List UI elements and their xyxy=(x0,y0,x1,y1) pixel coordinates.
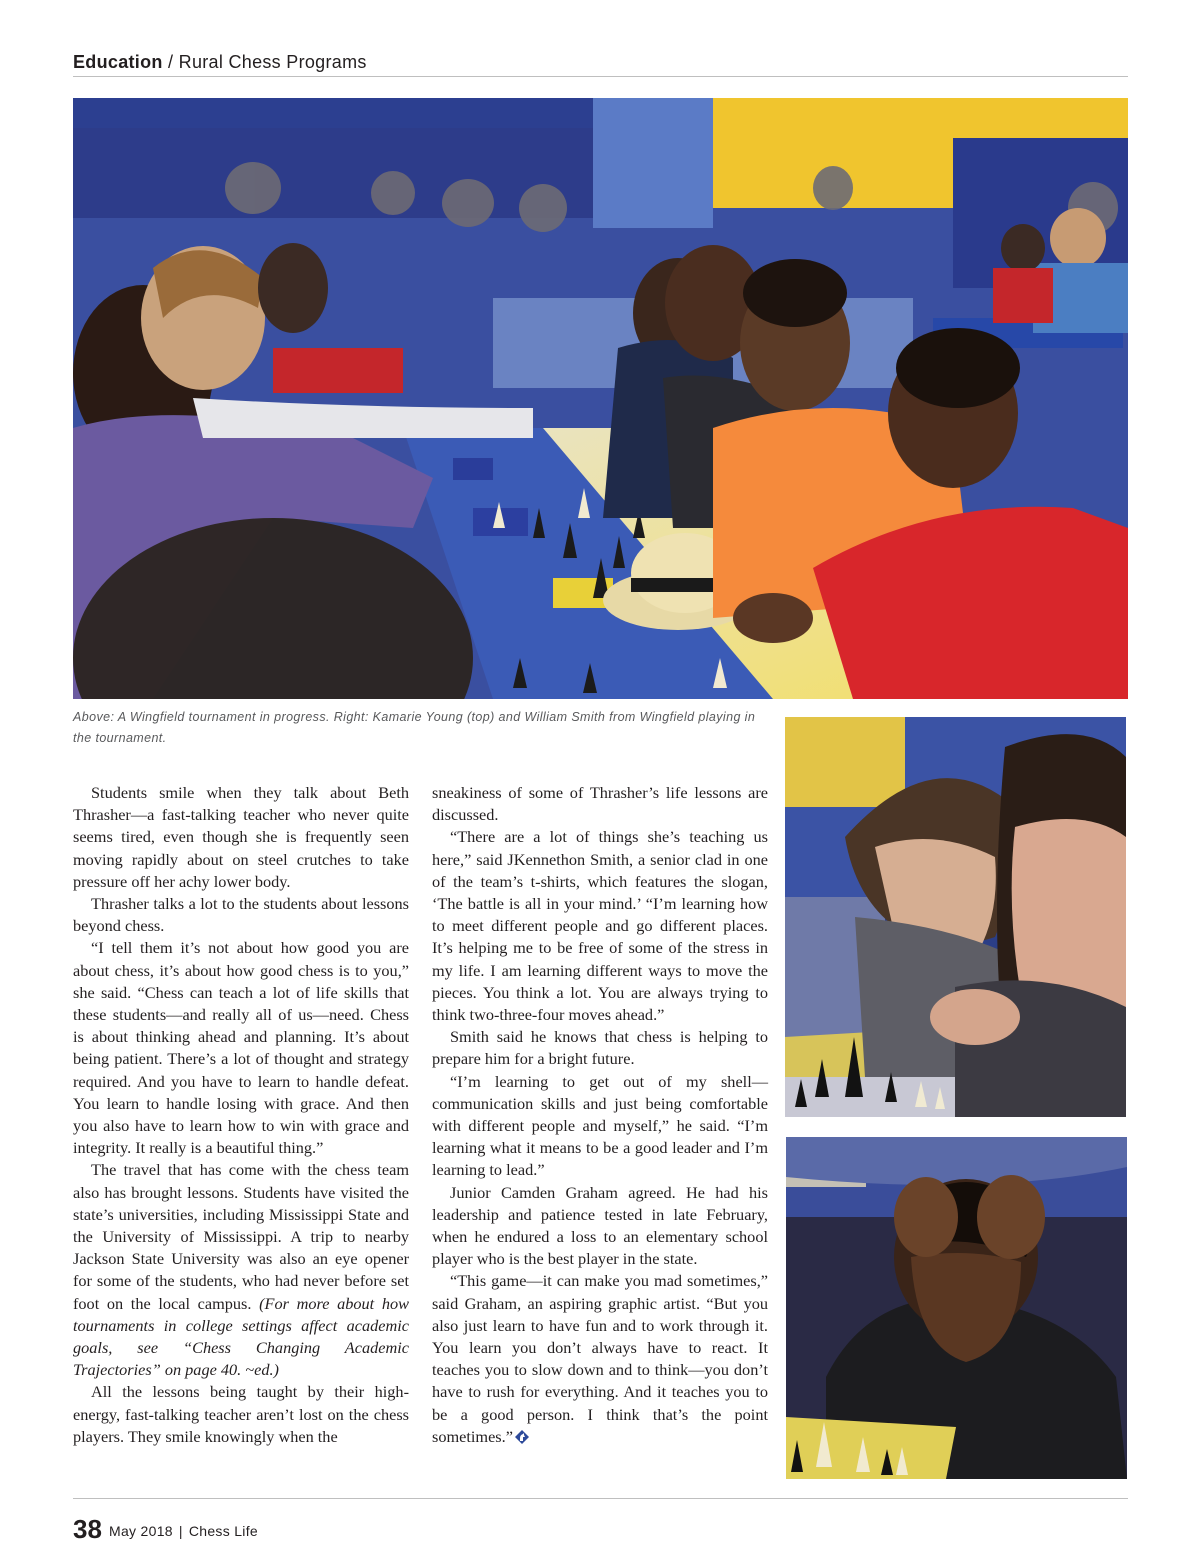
article-paragraph: All the lessons being taught by their high-energy, fast-talking teacher aren’t lost on the chess players. They smile knowingly when the xyxy=(73,1382,409,1446)
player-kamarie-young-photo xyxy=(785,717,1126,1117)
player-william-smith-photo xyxy=(786,1137,1127,1479)
article-text: “This game—it can make you mad sometimes,” said Graham, an aspiring graphic artist. “But you also just learn to have fun and to work through it. You learn you don’t always have to react. It teaches you to slow down and to think—you don’t have to rush for everything. And it teaches you to be a good person. I think that’s the point sometimes.” xyxy=(432,1271,768,1446)
page-footer xyxy=(73,1498,1128,1549)
chess-tournament-photo xyxy=(73,98,1128,699)
issue-info xyxy=(109,1521,258,1541)
section-label: Education xyxy=(73,52,163,72)
article-paragraph xyxy=(432,1270,768,1448)
article-paragraph: “There are a lot of things she’s teaching us here,” said JKennethon Smith, a senior clad in one of the team’s t-shirts, which features the slogan, ‘The battle is all in your mind.’ “I’m learning how to meet different people and go different places. It’s helping me to be free of some of the stress in my life. I am learning different ways to move the pieces. You think a lot. You are always trying to think two-three-four moves ahead.” xyxy=(432,827,768,1025)
article-paragraph: “I’m learning to get out of my shell—communication skills and just being comfortable with different people and myself,” he said. “I’m learning what it means to be a good leader and I’m learning to lead.” xyxy=(432,1071,768,1180)
issue-date: May 2018 xyxy=(109,1523,173,1539)
article-text: The travel that has come with the chess team also has brought lessons. Students have visited the state’s universities, including Mississippi State and the University of Mississippi. A trip to nearby Jackson State University was also an eye opener for some of the students, who had never before set foot on the local campus. xyxy=(73,1160,409,1313)
article-column-1 xyxy=(73,782,409,1448)
article-paragraph: Thrasher talks a lot to the students about lessons beyond chess. xyxy=(73,894,409,936)
article-paragraph: Junior Camden Graham agreed. He had his leadership and patience tested in late February, when he endured a loss to an elementary school player who is the best player in the state. xyxy=(432,1182,768,1269)
article-paragraph: sneakiness of some of Thrasher’s life lessons are discussed. xyxy=(432,783,768,825)
page-number: 38 xyxy=(73,1514,102,1544)
editor-note: (For more about how tournaments in college settings affect academic goals, see “Chess Changing Academic Trajectories” on page 40. ~ed.) xyxy=(73,1293,409,1380)
header-separator: / xyxy=(168,52,174,72)
photo-caption: Above: A Wingfield tournament in progress. Right: Kamarie Young (top) and William Smith from Wingfield playing in the tournament. xyxy=(73,710,756,745)
article-paragraph: “I tell them it’s not about how good you are about chess, it’s about how good chess is to you,” she said. “Chess can teach a lot of life skills that these students—and really all of us—need. Chess is about thinking ahead and planning. It’s about being patient. There’s a lot of thought and strategy required. And you have to learn to handle defeat. You learn to handle losing with grace. And then you also have to learn how to win with grace and integrity. It really is a beautiful thing.” xyxy=(73,938,409,1158)
article-paragraph: Students smile when they talk about Beth Thrasher—a fast-talking teacher who never quite seems tired, even though she is frequently seen moving rapidly about on steel crutches to take pressure off her achy lower body. xyxy=(73,783,409,891)
footer-divider: | xyxy=(178,1523,183,1539)
page-header xyxy=(73,50,1128,77)
article-column-2 xyxy=(432,782,768,1448)
article-paragraph xyxy=(73,1159,409,1381)
chess-knight-end-icon xyxy=(515,1430,529,1444)
topic-label: Rural Chess Programs xyxy=(178,52,367,72)
publication-name: Chess Life xyxy=(188,1523,258,1539)
article-paragraph: Smith said he knows that chess is helping to prepare him for a bright future. xyxy=(432,1027,768,1069)
